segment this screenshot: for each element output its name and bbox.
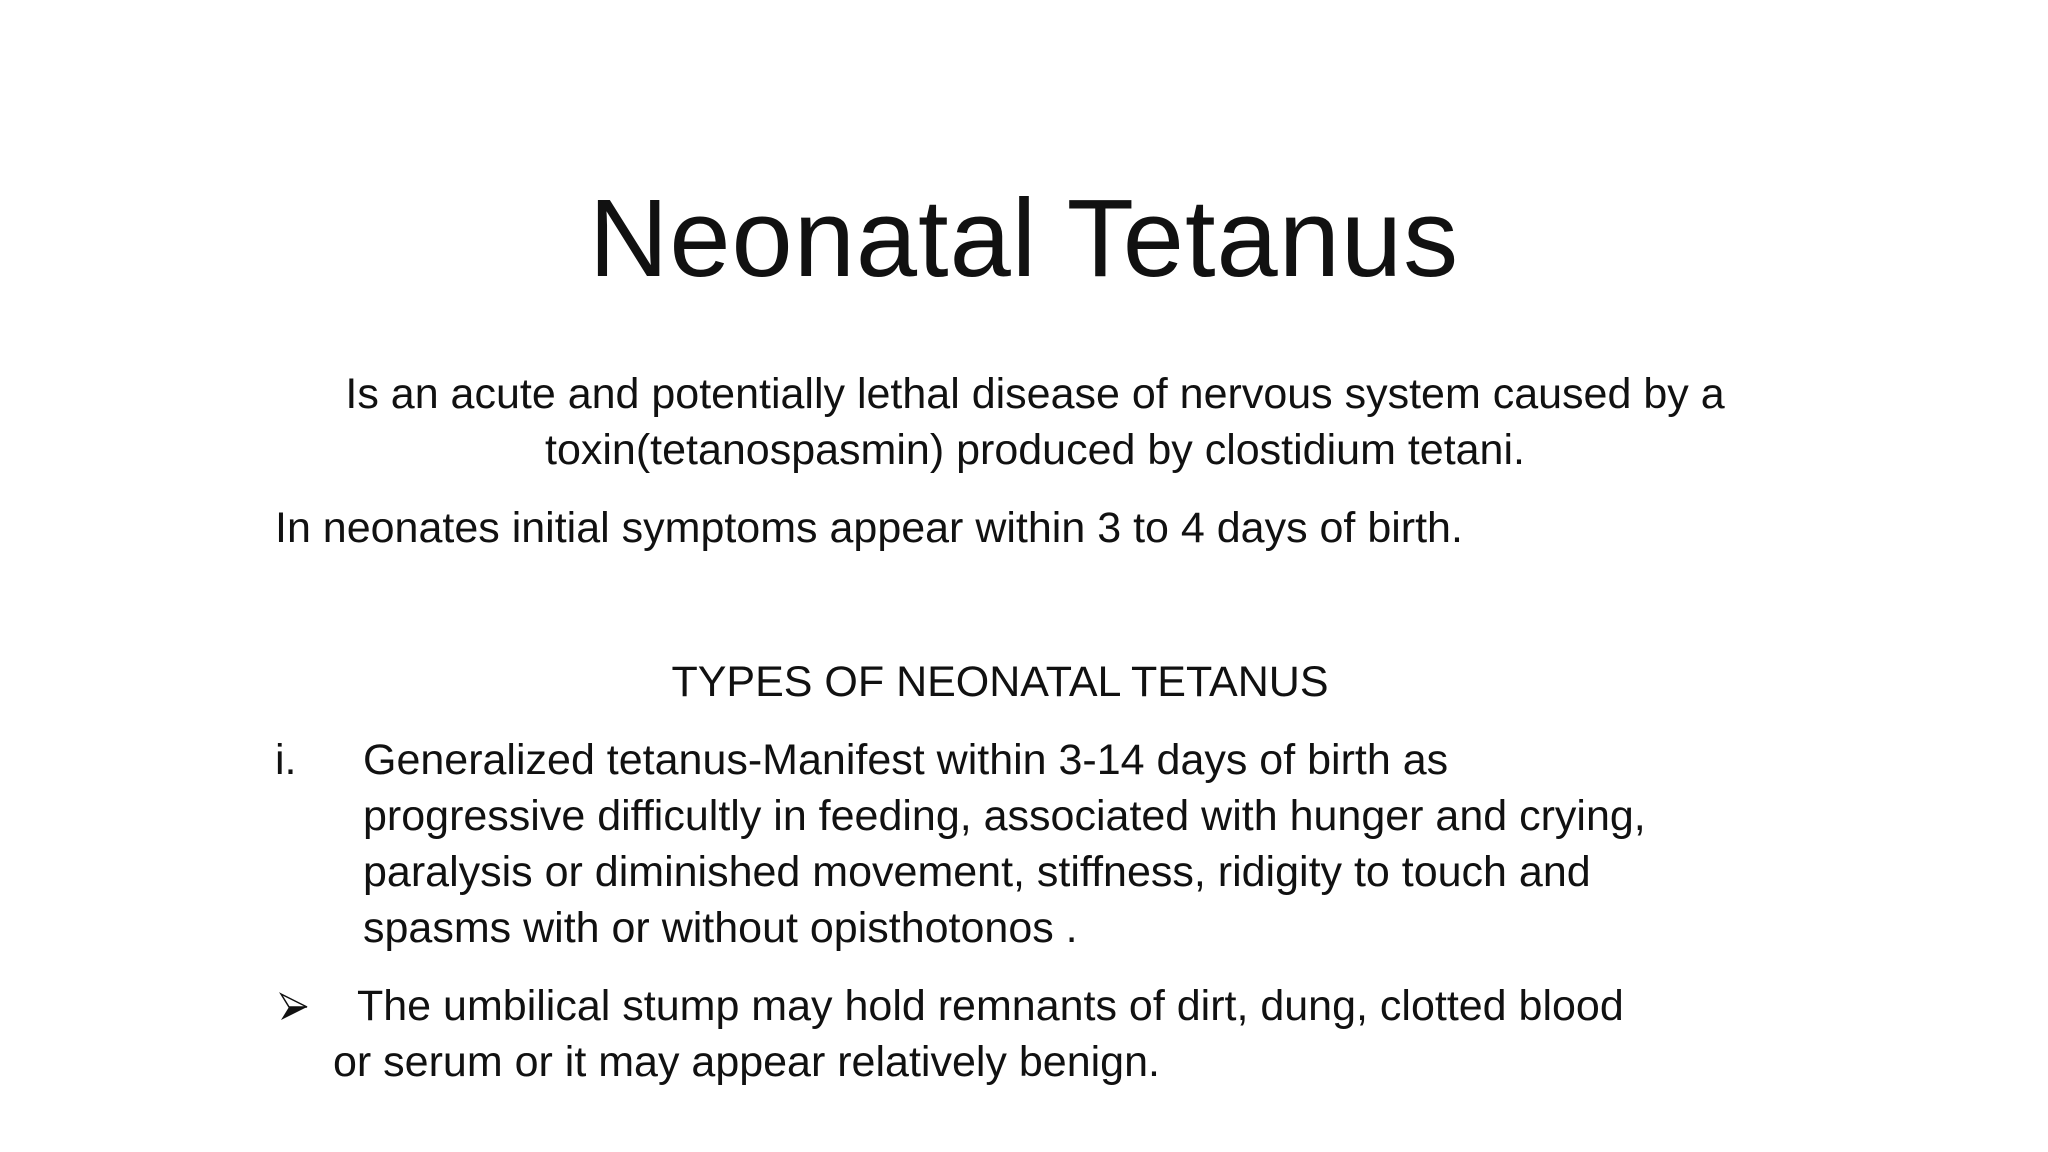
list-item-text (363, 732, 1795, 956)
intro-paragraph (275, 366, 1795, 478)
arrow-bullet-item (275, 978, 1795, 1090)
arrow-bullet-line-1: The umbilical stump may hold remnants of dirt, dung, clotted blood (357, 982, 1624, 1030)
list-line-3: paralysis or diminished movement, stiffness, ridigity to touch and (363, 848, 1591, 896)
list-line-2: progressive difficultly in feeding, associated with hunger and crying, (363, 792, 1646, 840)
arrow-bullet-icon (279, 992, 309, 1022)
list-item-generalized-tetanus (275, 732, 1795, 956)
slide-title: Neonatal Tetanus (588, 177, 1460, 300)
list-marker: i. (275, 736, 297, 784)
arrow-bullet-line-2: or serum or it may appear relatively benign. (333, 1038, 1160, 1086)
list-line-1: Generalized tetanus-Manifest within 3-14 days of birth as (363, 736, 1449, 784)
types-heading: TYPES OF NEONATAL TETANUS (671, 658, 1329, 706)
onset-paragraph: In neonates initial symptoms appear within 3 to 4 days of birth. (275, 504, 1463, 552)
list-line-4: spasms with or without opisthotonos . (363, 904, 1078, 952)
intro-line-1: Is an acute and potentially lethal disease of nervous system caused by a (345, 370, 1725, 418)
intro-line-2: toxin(tetanospasmin) produced by clostidium tetani. (545, 426, 1525, 474)
